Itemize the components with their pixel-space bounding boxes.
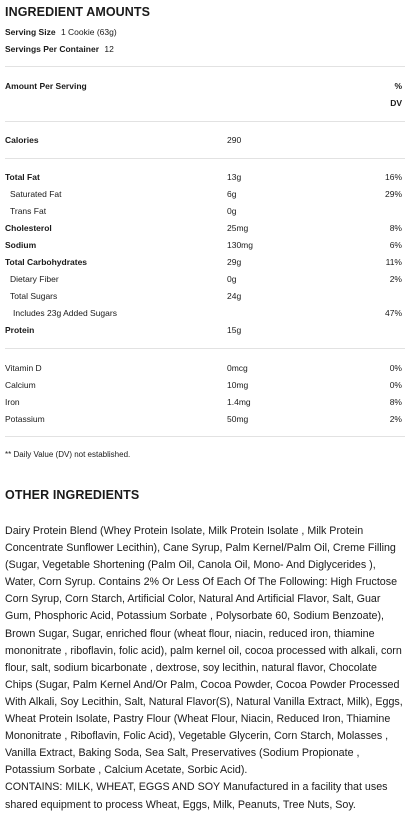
serving-size-label: Serving Size — [5, 27, 56, 37]
nutrient-row — [5, 274, 405, 287]
nutrient-amount: 130mg — [227, 240, 253, 250]
ingredients-list — [5, 523, 405, 814]
percent-label: % — [394, 81, 402, 91]
nutrient-dv: 2% — [389, 274, 402, 284]
vitamin-label: Calcium — [5, 380, 36, 390]
nutrient-amount: 15g — [227, 325, 242, 335]
nutrient-amount: 0g — [227, 206, 237, 216]
nutrient-amount: 0g — [227, 274, 237, 284]
nutrient-dv: 47% — [384, 308, 402, 318]
servings-per-container — [5, 44, 114, 54]
vitamin-row — [5, 363, 405, 376]
nutrient-label: Includes 23g Added Sugars — [13, 308, 117, 318]
vitamin-dv: 0% — [389, 380, 402, 390]
serving-size-value: 1 Cookie (63g) — [60, 27, 117, 37]
vitamin-amount: 1.4mg — [227, 397, 251, 407]
nutrient-row — [5, 206, 405, 219]
vitamin-row — [5, 414, 405, 427]
nutrient-amount: 6g — [227, 189, 237, 199]
nutrient-row — [5, 223, 405, 236]
nutrient-label: Total Carbohydrates — [5, 257, 88, 267]
nutrient-row — [5, 325, 405, 338]
ingredient-amounts-title: INGREDIENT AMOUNTS — [5, 5, 151, 19]
vitamin-dv: 2% — [389, 414, 402, 424]
nutrient-amount: 24g — [227, 291, 242, 301]
nutrient-label: Dietary Fiber — [10, 274, 59, 284]
nutrient-dv: 16% — [384, 172, 402, 182]
nutrient-row — [5, 172, 405, 185]
divider — [5, 66, 405, 67]
nutrient-label: Total Fat — [5, 172, 40, 182]
servings-value: 12 — [104, 44, 114, 54]
nutrient-label: Sodium — [5, 240, 37, 250]
nutrient-label: Trans Fat — [10, 206, 47, 216]
vitamin-row — [5, 380, 405, 393]
amount-per-serving-label: Amount Per Serving — [5, 81, 87, 91]
nutrient-row — [5, 308, 405, 321]
vitamin-label: Potassium — [5, 414, 45, 424]
vitamin-amount: 10mg — [227, 380, 249, 390]
nutrient-dv: 8% — [389, 223, 402, 233]
dv-footnote: ** Daily Value (DV) not established. — [5, 450, 131, 459]
vitamin-label: Iron — [5, 397, 20, 407]
calories-label: Calories — [5, 135, 39, 145]
vitamin-dv: 0% — [389, 363, 402, 373]
servings-label: Servings Per Container — [5, 44, 100, 54]
divider — [5, 158, 405, 159]
divider — [5, 348, 405, 349]
vitamin-row — [5, 397, 405, 410]
nutrient-dv: 29% — [384, 189, 402, 199]
vitamin-dv: 8% — [389, 397, 402, 407]
ingredients-text: Dairy Protein Blend (Whey Protein Isolate, Milk Protein Isolate , Milk Protein Concentrate Sunflower Lecithin), Cane Syrup, Palm Kernel/Palm Oil, Creme Filling (Sugar, Vegetable Shortening (Palm Oil, Canola Oil, Mono- And Diglycerides ), Water, Corn Syrup. Contains 2% Or Less Of Each Of The Following: High Fructose Corn Syrup, Corn Starch, Artificial Color, Natural And Artificial Flavor, Salt, Guar Gum, Phosphoric Acid, Potassium Sorbate , Polysorbate 60, Sodium Benzoate), Brown Sugar, Sugar, enriched flour (wheat flour, niacin, reduced iron, thiamine mononitrate , riboflavin, folic acid), palm kernel oil, cocoa processed with alkali, corn flour, salt, sodium bicarbonate , dextrose, soy lecithin, natural flavor, Chocolate Chips (Sugar, Palm Kernel And/Or Palm, Cocoa Powder, Cocoa Powder Processed With Alkali, Soy Lecithin, Salt, Natural Flavor(S), Natural Vanilla Extract, Milk), Eggs, Wheat Protein Isolate, Pastry Flour (Wheat Flour, Niacin, Reduced Iron, Thiamine Mononitrate , Riboflavin, Folic Acid), Vegetable Glycerin, Corn Starch, Molasses , Vanilla Extract, Baking Soda, Sea Salt, Preservatives (Sodium Propionate , Potassium Sorbate , Calcium Acetate, Sorbic Acid). — [5, 525, 403, 777]
calories-row — [5, 135, 405, 148]
nutrient-dv: 6% — [389, 240, 402, 250]
nutrient-row — [5, 189, 405, 202]
divider — [5, 121, 405, 122]
dv-label: DV — [390, 98, 402, 108]
calories-value: 290 — [227, 135, 242, 145]
other-ingredients-title: OTHER INGREDIENTS — [5, 488, 140, 502]
nutrient-amount: 25mg — [227, 223, 249, 233]
nutrient-row — [5, 240, 405, 253]
serving-size — [5, 27, 117, 37]
nutrient-row — [5, 257, 405, 270]
vitamin-amount: 0mcg — [227, 363, 248, 373]
allergen-statement: CONTAINS: MILK, WHEAT, EGGS AND SOY Manufactured in a facility that uses shared equipment to process Wheat, Eggs, Milk, Peanuts, Tree Nuts, Soy. — [5, 781, 388, 811]
nutrient-label: Total Sugars — [10, 291, 58, 301]
nutrient-amount: 29g — [227, 257, 242, 267]
vitamin-amount: 50mg — [227, 414, 249, 424]
vitamin-label: Vitamin D — [5, 363, 42, 373]
nutrient-row — [5, 291, 405, 304]
nutrient-amount: 13g — [227, 172, 242, 182]
nutrient-label: Protein — [5, 325, 35, 335]
nutrient-dv: 11% — [385, 257, 402, 267]
nutrient-label: Saturated Fat — [10, 189, 62, 199]
divider — [5, 436, 405, 437]
nutrient-label: Cholesterol — [5, 223, 52, 233]
